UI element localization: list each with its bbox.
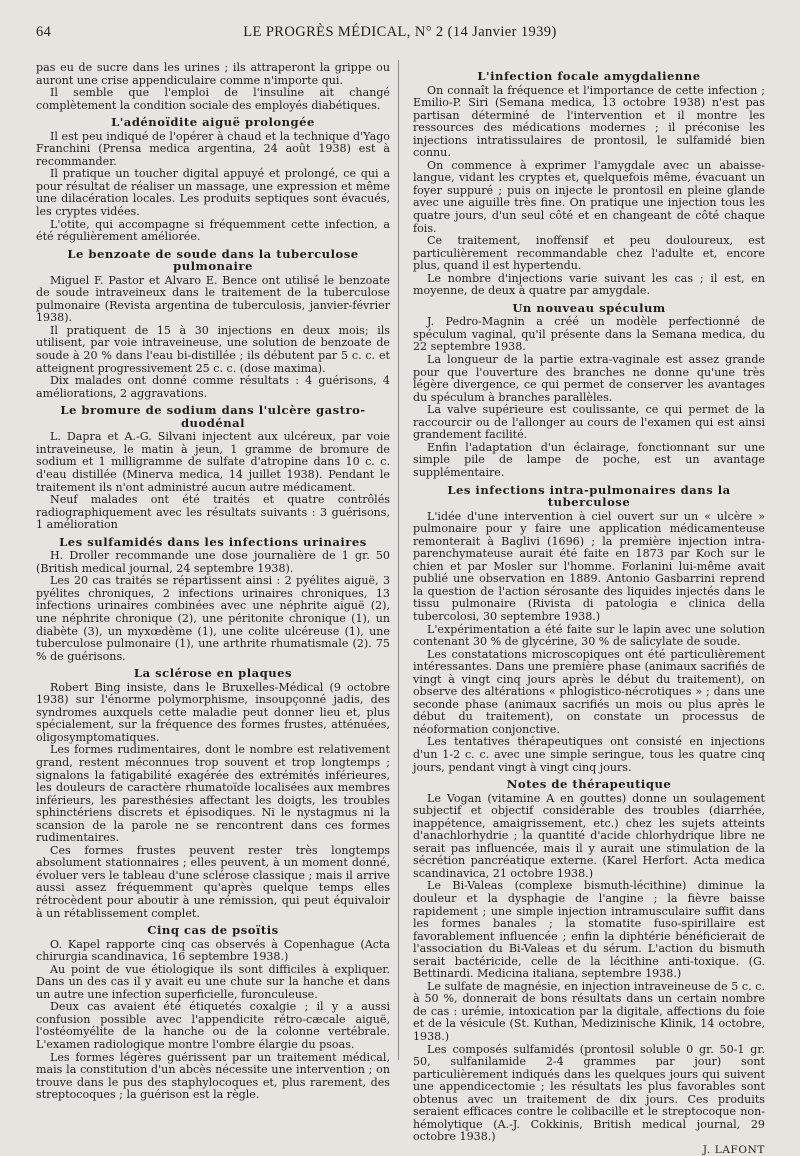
right-column bbox=[413, 66, 765, 1156]
page-number: 64 bbox=[36, 24, 52, 40]
paragraph: La longueur de la partie extra-vaginale est assez grande pour que l'ouverture des branches ne donne qu'une très légère divergence, ce qui permet de conserver les avantages du spéculum à branches parallèles. bbox=[413, 353, 765, 404]
paragraph: Robert Bing insiste, dans le Bruxelles-Médical (9 octobre 1938) sur l'énorme polymorphisme, insoupçonné jadis, des syndromes auxquels cette maladie peut donner lieu et, plus spécialement, sur la fréquence des formes frustes, atténuées, oligosymptomatiques. bbox=[36, 680, 390, 744]
paragraph: Il semble que l'emploi de l'insuline ait changé complètement la condition sociale des employés diabétiques. bbox=[36, 86, 390, 112]
paragraph: O. Kapel rapporte cinq cas observés à Copenhague (Acta chirurgia scandinavica, 16 septembre 1938.) bbox=[36, 937, 390, 964]
section-heading: L'adénoïdite aiguë prolongée bbox=[111, 115, 315, 130]
paragraph: Ce traitement, inoffensif et peu douloureux, est particulièrement recommandable chez l'adulte et, encore plus, quand il est hypertendu. bbox=[413, 234, 765, 273]
paragraph: Dix malades ont donné comme résultats : 4 guérisons, 4 améliorations, 2 aggravations. bbox=[36, 374, 390, 400]
paragraph: L'otite, qui accompagne si fréquemment cette infection, a été régulièrement améliorée. bbox=[36, 217, 390, 244]
paragraph: Les constatations microscopiques ont été particulièrement intéressantes. Dans une première phase (animaux sacrifiés de vingt à vingt cinq jours après le début du traitement), on observe des altérations « phlogistico-nécrotiques » ; dans une seconde phase (animaux sacrifiés un mois ou plus après le début du traitement), on constate un processus de néoformation conjonctive. bbox=[413, 647, 765, 736]
paragraph: On connaît la fréquence et l'importance de cette infection ; Emilio-P. Siri (Semana medica, 13 octobre 1938) n'est pas partisan déterminé de l'intervention et il montre les ressources des médications modernes ; il préconise les injections intratissulaires de prontosil, le sulfamidé bien connu. bbox=[413, 83, 765, 160]
paragraph: H. Droller recommande une dose journalière de 1 gr. 50 (British medical journal, 24 septembre 1938). bbox=[36, 549, 390, 575]
section-heading: La sclérose en plaques bbox=[133, 666, 293, 681]
section-heading: Les infections intra-pulmonaires dans la tuberculose bbox=[447, 482, 731, 510]
paragraph: Le Vogan (vitamine A en gouttes) donne un soulagement subjectif et objectif considérable des troubles (diarrhée, inappétence, amaigrissement, etc.) chez les sujets atteints d'anachlorhydrie ; la quantité d'acide chlorhydrique libre ne serait pas influencée, mais il y aurait une stimulation de la sécrétion pancréatique externe. (Karel Herfort. Acta medica scandinavica, 21 octobre 1938.) bbox=[413, 791, 765, 880]
paragraph: L. Dapra et A.-G. Silvani injectent aux ulcéreux, par voie intraveineuse, le matin à jeun, 1 gramme de bromure de sodium et 1 milligramme de sulfate d'atropine dans 10 c. c. d'eau distillée (Minerva medica, 14 juillet 1938). Pendant le traitement ils n'ont administré aucun autre médicament. bbox=[36, 430, 390, 494]
paragraph: On commence à exprimer l'amygdale avec un abaisse-langue, vidant les cryptes et, quelquefois même, évacuant un foyer suppuré ; puis on injecte le prontosil en pleine glande avec une aiguille très fine. On pratique une injection tous les quatre jours, d'un seul côté et en changeant de côté chaque fois. bbox=[413, 158, 765, 235]
page-header bbox=[30, 24, 770, 44]
paragraph: Enfin l'adaptation d'un éclairage, fonctionnant sur une simple pile de lampe de poche, est un avantage supplémentaire. bbox=[413, 440, 765, 479]
section-heading: Les sulfamidés dans les infections urinaires bbox=[59, 534, 367, 549]
paragraph: Neuf malades ont été traités et quatre contrôlés radiographiquement avec les résultats suivants : 3 guérisons, 1 amélioration bbox=[36, 493, 390, 532]
paragraph: Les 20 cas traités se répartissent ainsi : 2 pyélites aiguë, 3 pyélites chroniques, 2 infections urinaires chroniques, 13 infections urinaires combinées avec une néphrite aiguë (2), une néphrite chronique (2), une péritonite chronique (1), un diabète (3), un myxœdème (1), une colite ulcéreuse (1), une tuberculose pulmonaire (1), une arthrite rhumatismale (2). 75 % de guérisons. bbox=[36, 574, 390, 663]
paragraph: Ces formes frustes peuvent rester très longtemps absolument stationnaires ; elles peuvent, à un moment donné, évoluer vers le tableau d'une sclérose classique ; mais il arrive aussi assez fréquemment qu'après quelque temps elles rétrocèdent pour aboutir à une rémission, qui peut équivaloir à un rétablissement complet. bbox=[36, 843, 390, 920]
paragraph: Au point de vue étiologique ils sont difficiles à expliquer. Dans un des cas il y avait eu une chute sur la hanche et dans un autre une infection superficielle, furonculeuse. bbox=[36, 962, 390, 1001]
paragraph: Miguel F. Pastor et Alvaro E. Bence ont utilisé le benzoate de soude intraveineux dans le traitement de la tuberculose pulmonaire (Revista argentina de tuberculosis, janvier-février 1938). bbox=[36, 273, 390, 325]
paragraph: L'expérimentation a été faite sur le lapin avec une solution contenant 30 % de glycérine, 30 % de salicylate de soude. bbox=[413, 622, 765, 649]
author-signature: J. LAFONT bbox=[702, 1143, 765, 1156]
paragraph: Le sulfate de magnésie, en injection intraveineuse de 5 c. c. à 50 %, donnerait de bons résultats dans un certain nombre de cas : urémie, intoxication par la digitale, affections du foie et de la vésicule (St. Kuthan, Medizinische Klinik, 14 octobre, 1938.) bbox=[413, 979, 765, 1044]
paragraph: Deux cas avaient été étiquetés coxalgie ; il y a aussi confusion possible avec l'appendicite rétro-cæcale aiguë, l'ostéomyélite de la hanche ou de la colonne vertébrale. L'examen radiologique montre l'ombre élargie du psoas. bbox=[36, 1000, 390, 1052]
paragraph: Les composés sulfamidés (prontosil soluble 0 gr. 50-1 gr. 50, sulfanilamide 2-4 grammes par jour) sont particulièrement indiqués dans les quelques jours qui suivent une appendicectomie ; les résultats les plus favorables sont obtenus avec un traitement de dix jours. Ces produits seraient efficaces contre le colibacille et le streptocoque non-hémolytique (A.-J. Cokkinis, British medical journal, 29 octobre 1938.) bbox=[413, 1042, 765, 1144]
paragraph: Il pratiquent de 15 à 30 injections en deux mois; ils utilisent, par voie intraveineuse, une solution de benzoate de soude à 20 % dans l'eau bi-distillée ; ils débutent par 5 c. c. et atteignent progressivement 25 c. c. (dose maxima). bbox=[36, 323, 390, 375]
paragraph: pas eu de sucre dans les urines ; ils attraperont la grippe ou auront une crise appendiculaire comme n'importe qui. bbox=[36, 61, 390, 87]
paragraph: Le nombre d'injections varie suivant les cas ; il est, en moyenne, de deux à quatre par amygdale. bbox=[413, 271, 765, 298]
section-heading: Cinq cas de psoïtis bbox=[147, 923, 279, 938]
paragraph: Le Bi-Valeas (complexe bismuth-lécithine) diminue la douleur et la dysphagie de l'angine ; la fièvre baisse rapidement ; une simple injection intramusculaire suffit dans les formes banales ; la stomatite fuso-spirillaire est favorablement influencée ; enfin la diphtérie bénéficierait de l'association du Bi-Valeas et du sérum. L'action du bismuth serait bactéricide, celle de la lécithine anti-toxique. (G. Bettinardi. Medicina italiana, septembre 1938.) bbox=[413, 879, 765, 981]
paragraph: Il est peu indiqué de l'opérer à chaud et la technique d'Yago Franchini (Prensa medica argentina, 24 août 1938) est à recommander. bbox=[36, 129, 390, 168]
paragraph: La valve supérieure est coulissante, ce qui permet de la raccourcir ou de l'allonger au cours de l'examen qui est ainsi grandement facilité. bbox=[413, 403, 765, 442]
paragraph: Les tentatives thérapeutiques ont consisté en injections d'un 1-2 c. c. avec une simple seringue, tous les quatre cinq jours, pendant vingt à vingt cinq jours. bbox=[413, 735, 765, 774]
section-heading: L'infection focale amygdalienne bbox=[477, 69, 701, 83]
section-heading: Un nouveau spéculum bbox=[512, 300, 666, 315]
paragraph: Les formes légères guérissent par un traitement médical, mais la constitution d'un abcès nécessite une intervention ; on trouve dans le pus des staphylocoques et, plus rarement, des streptocoques ; la guérison est la règle. bbox=[36, 1050, 390, 1102]
section-heading: Le benzoate de soude dans la tuberculose pulmonaire bbox=[67, 246, 359, 274]
paragraph: J. Pedro-Magnin a créé un modèle perfectionné de spéculum vaginal, qu'il présente dans la Semana medica, du 22 septembre 1938. bbox=[413, 315, 765, 354]
column-divider bbox=[398, 60, 399, 1060]
left-column bbox=[36, 62, 390, 1102]
section-heading: Le bromure de sodium dans l'ulcère gastro-duodénal bbox=[60, 403, 366, 430]
journal-title: LE PROGRÈS MÉDICAL, N° 2 (14 Janvier 1939) bbox=[243, 24, 557, 40]
section-heading: Notes de thérapeutique bbox=[506, 777, 672, 792]
paragraph: Les formes rudimentaires, dont le nombre est relativement grand, restent méconnues trop souvent et trop longtemps ; signalons la fatigabilité exagérée des extrémités inférieures, les douleurs de caractère rhumatoïde localisées aux membres inférieurs, les paresthésies affectant les doigts, les troubles sphinctériens discrets et épisodiques. Ni le nystagmus ni la scansion de la parole ne se rencontrent dans ces formes rudimentaires. bbox=[36, 743, 390, 845]
paragraph: Il pratique un toucher digital appuyé et prolongé, ce qui a pour résultat de réaliser un massage, une expression et même une dilacération locales. Les produits septiques sont évacués, les cryptes vidées. bbox=[36, 167, 390, 219]
paragraph: L'idée d'une intervention à ciel ouvert sur un « ulcère » pulmonaire pour y faire une application médicamenteuse remonterait à Baglivi (1696) ; la première injection intra-parenchymateuse aurait été faite en 1873 par Koch sur le chien et par Mosler sur l'homme. Forlanini lui-même avait publié une observation en 1889. Antonio Gasbarrini reprend la question de l'action sérosante des liquides injectés dans le tissu pulmonaire (Rivista di patologia e clinica della tubercolosi, 30 septembre 1938.) bbox=[413, 509, 765, 623]
